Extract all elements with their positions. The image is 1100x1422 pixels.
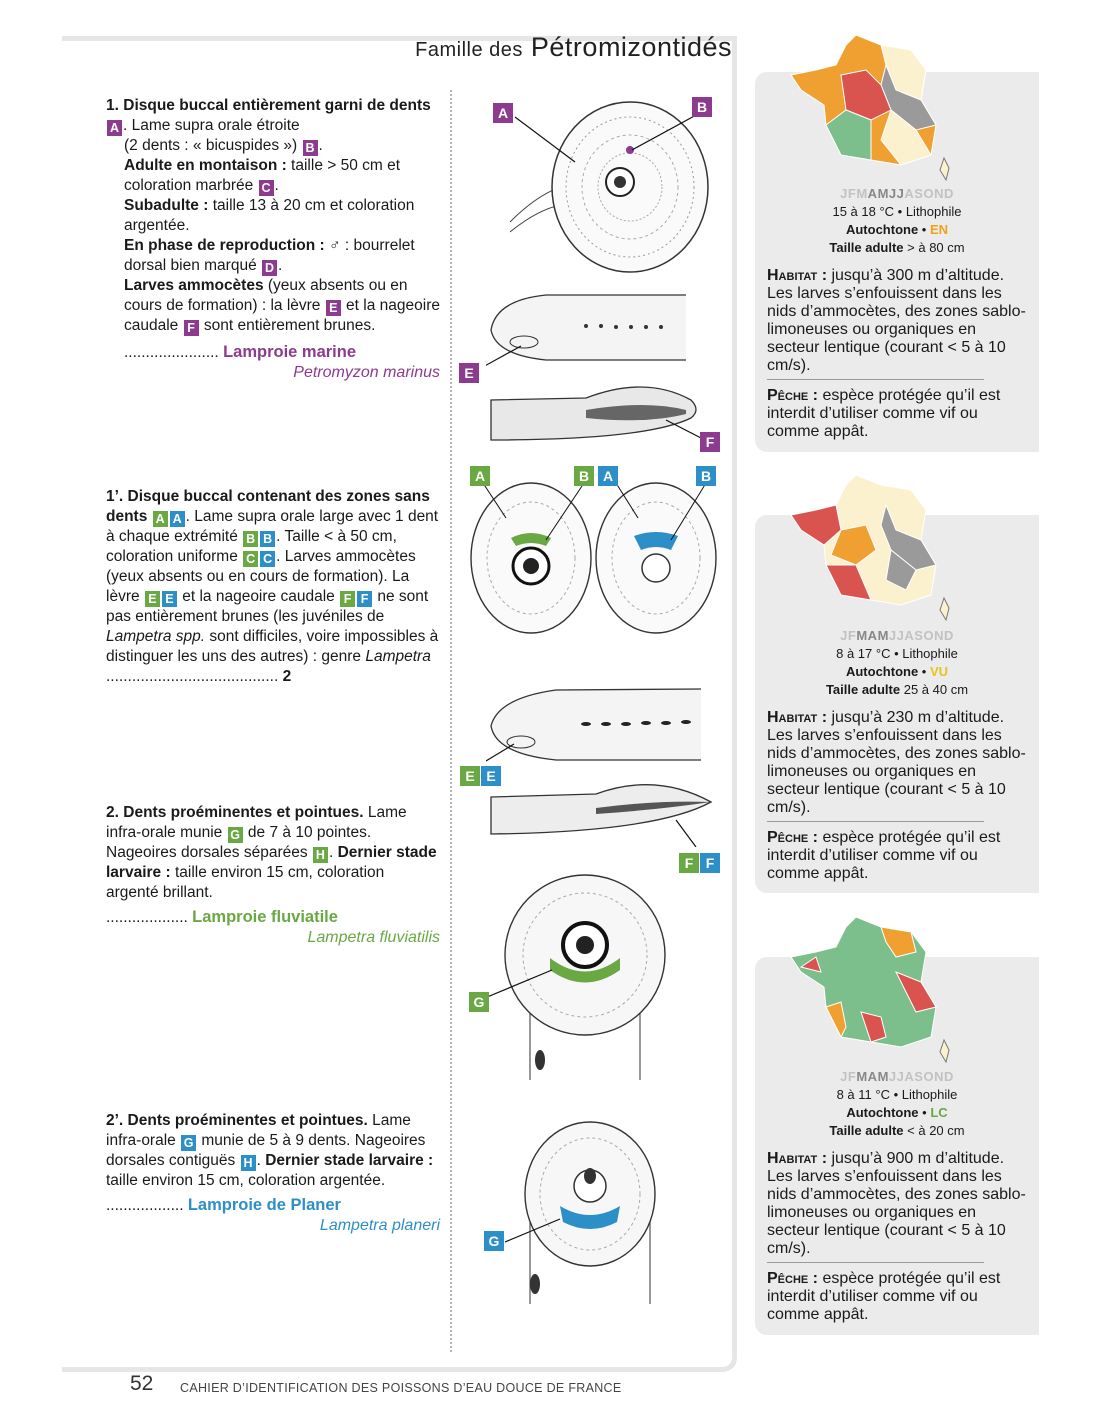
species-name: Lamproie marine (223, 343, 357, 361)
c1p-result: ........................................ 2 (106, 668, 292, 685)
page-title: Famille des Pétromizontidés (415, 32, 732, 62)
conservation-status: LC (930, 1105, 948, 1120)
label-e: E (459, 363, 479, 383)
distribution-map-2 (786, 470, 951, 625)
label-f: F (700, 432, 720, 452)
distribution-map-3 (786, 912, 951, 1067)
months-calendar: JFMAMJJASOND (840, 628, 954, 643)
label-b: B (692, 97, 712, 117)
larva-head-illustration (486, 290, 696, 370)
footer-title: CAHIER D’IDENTIFICATION DES POISSONS D’EAU DOUCE DE FRANCE (180, 1381, 622, 1395)
latin-name: Lampetra fluviatilis (307, 929, 440, 946)
river-lamprey-mouth-illustration (470, 870, 690, 1090)
badge-d: D (262, 260, 277, 276)
latin-name: Petromyzon marinus (293, 364, 440, 381)
c1-result: ...................... Lamproie marine (124, 343, 357, 361)
badge-e: E (326, 300, 341, 316)
months-calendar: JFMAMJJASOND (840, 1069, 954, 1084)
lampetra-tail-illustration (486, 772, 721, 847)
months-calendar: JFMAMJJASOND (840, 186, 954, 201)
badge-b: B (303, 140, 318, 156)
conservation-status: EN (929, 222, 949, 237)
couplet-2: 2. Dents proéminentes et pointues. Lame infra-orale munie G de 7 à 10 pointes. Nageoires dorsales séparées H . Dernier stade larvaire : taille environ 15 cm, coloration argenté brillant. ................... Lamproie fluviatile Lampetra fluviatilis (106, 804, 440, 946)
lampetra-mouth-discs-illustration (466, 478, 726, 648)
panel-1-text: JFMAMJJASOND 15 à 18 °C • Lithophile Autochtone • EN Taille adulte > à 80 cm Habitat : jusqu’à 300 m d’altitude. Les larves s’enfouissent dans les nids d’ammocètes, des zones sablo-limoneuses ou organiques en secteur lentique (courant < 5 à 10 cm/s). Pêche : espèce protégée qu’il est interdit d’utiliser comme vif ou comme appât. (755, 185, 1039, 441)
couplet-1: 1. Disque buccal entièrement garni de dents A . Lame supra orale étroite (2 dents : « bicuspides ») B . Adulte en montaison : taille > 50 cm et coloration marbrée C . Subadulte : taille 13 à 20 cm et coloration argentée. En phase de reproduction : ♂ : bourrelet dorsal bien marqué D . Larves ammocètes (yeux absents ou en cours de formation) : la lèvre E et la nageoire caudale F sont entièrement brunes. ...................... Lamproie marine Petromyzon marinus (106, 97, 440, 381)
c2p-result: .................. Lamproie de Planer (106, 1196, 341, 1214)
brook-lamprey-mouth-illustration (505, 1114, 675, 1314)
page-number: 52 (130, 1372, 154, 1395)
couplet-2-prime: 2’. Dents proéminentes et pointues. Lame infra-orale G munie de 5 à 9 dents. Nageoires dorsales contiguës H . Dernier stade larvaire : taille environ 15 cm, coloration argentée. .................. Lamproie de Planer Lampetra planeri (106, 1112, 440, 1234)
label-a: A (493, 103, 513, 123)
conservation-status: VU (929, 664, 949, 679)
panel-3-text: JFMAMJJASOND 8 à 11 °C • Lithophile Autochtone • LC Taille adulte < à 20 cm Habitat : jusqu’à 900 m d’altitude. Les larves s’enfouissent dans les nids d’ammocètes, des zones sablo-limoneuses ou organiques en secteur lentique (courant < 5 à 10 cm/s). Pêche : espèce protégée qu’il est interdit d’utiliser comme vif ou comme appât. (755, 1068, 1039, 1324)
column-divider (450, 90, 452, 1352)
c2-result: ................... Lamproie fluviatile (106, 908, 338, 926)
badge-a: A (107, 120, 122, 136)
c1-lines: (2 dents : « bicuspides ») B . Adulte en montaison : taille > 50 cm et coloration marbrée C . Subadulte : taille 13 à 20 cm et coloration argentée. En phase de reproduction : ♂ : bourrelet dorsal bien marqué D . Larves ammocètes (yeux absents ou en cours de formation) : la lèvre E et la nageoire caudale F sont entièrement brunes. ...................... Lamproie marine Petromyzon marinus (124, 137, 440, 381)
distribution-map-1 (786, 30, 951, 185)
species-name: Lamproie de Planer (187, 1196, 341, 1214)
larva-tail-illustration (486, 380, 716, 450)
panel-2-text: JFMAMJJASOND 8 à 17 °C • Lithophile Autochtone • VU Taille adulte 25 à 40 cm Habitat : jusqu’à 230 m d’altitude. Les larves s’enfouissent dans les nids d’ammocètes, des zones sablo-limoneuses ou organiques en secteur lentique (courant < 5 à 10 cm/s). Pêche : espèce protégée qu’il est interdit d’utiliser comme vif ou comme appât. (755, 627, 1039, 883)
badge-f: F (184, 320, 199, 336)
latin-name: Lampetra planeri (319, 1217, 440, 1234)
sea-lamprey-mouth-illustration (480, 92, 740, 292)
lampetra-larva-head-illustration (486, 684, 706, 769)
couplet-1-prime: 1’. Disque buccal contenant des zones sans dents A A . Lame supra orale large avec 1 dent à chaque extrémité B B . Taille < à 50 cm, coloration uniforme C C . Larves ammocètes (yeux absents ou en cours de formation). La lèvre E E et la nageoire caudale F F ne sont pas entièrement brunes (les juvéniles de Lampetra spp. sont difficiles, voire impossibles à distinguer les uns des autres) : genre Lampetra ........................................ 2 (106, 488, 439, 685)
badge-c: C (259, 180, 274, 196)
species-name: Lamproie fluviatile (192, 908, 338, 926)
